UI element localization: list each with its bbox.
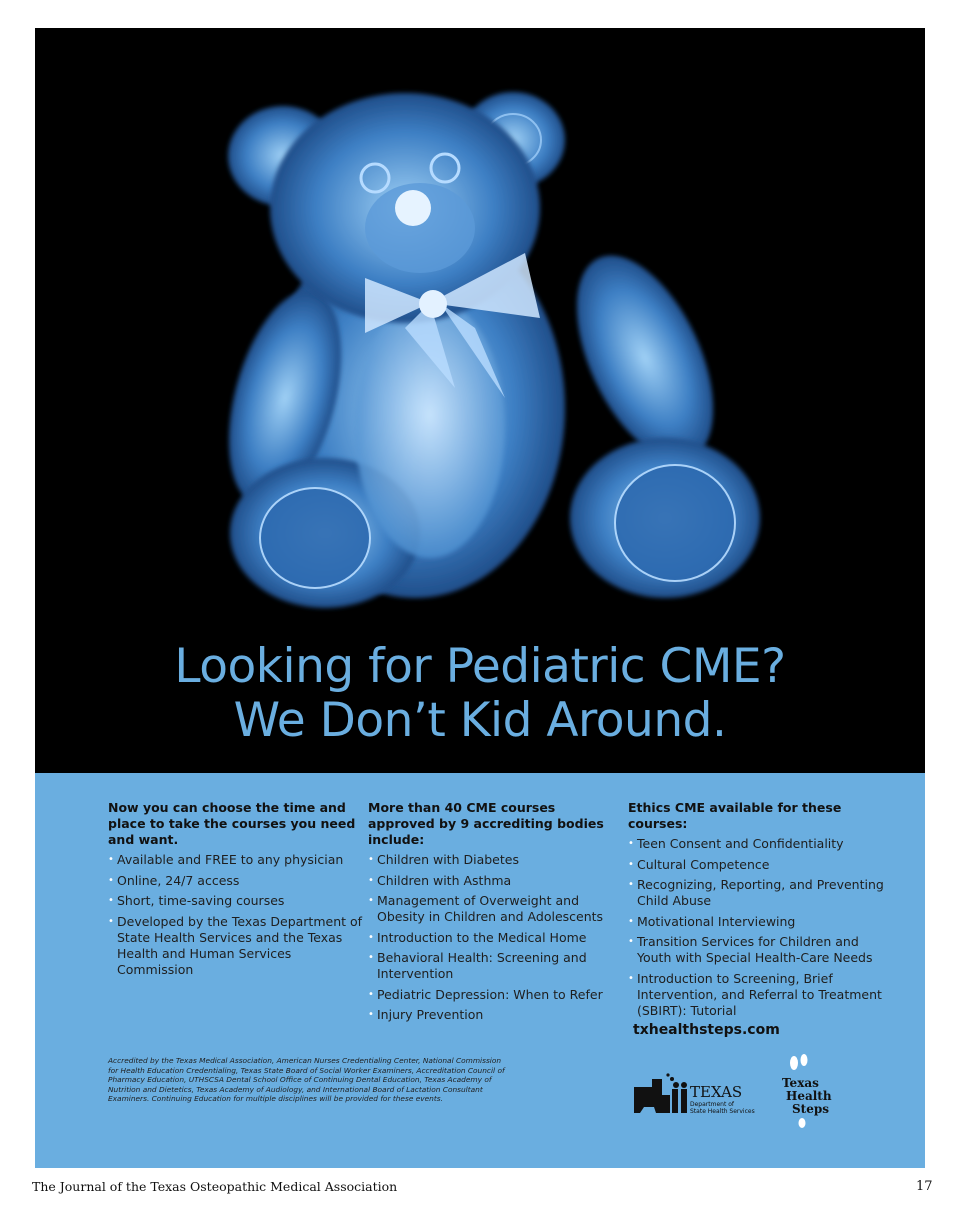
page-number: 17 xyxy=(916,1179,933,1194)
texas-dshs-logo xyxy=(632,1073,767,1121)
list-item: • Recognizing, Reporting, and Preventing Child Abuse xyxy=(628,877,888,909)
list-item: • Introduction to the Medical Home xyxy=(368,930,623,946)
benefits-heading: Now you can choose the time and place to take the courses you need and want. xyxy=(108,800,356,847)
list-item: • Management of Overweight and Obesity in Children and Adolescents xyxy=(368,893,623,925)
dshs-logo-name: TEXAS xyxy=(690,1083,743,1101)
headline-line-2: We Don’t Kid Around. xyxy=(233,693,727,748)
benefits-list xyxy=(108,852,363,978)
journal-footer: The Journal of the Texas Osteopathic Medical Association xyxy=(32,1179,398,1194)
texas-health-steps-logo xyxy=(780,1053,840,1128)
ths-logo-line-1: Texas xyxy=(782,1076,819,1090)
courses-column xyxy=(368,800,623,1028)
headline xyxy=(35,640,925,748)
ethics-list xyxy=(628,836,888,1019)
courses-heading: More than 40 CME courses approved by 9 accrediting bodies include: xyxy=(368,800,604,847)
list-item: • Introduction to Screening, Brief Intervention, and Referral to Treatment (SBIRT): Tutorial xyxy=(628,971,888,1019)
ethics-heading: Ethics CME available for these courses: xyxy=(628,800,842,831)
list-item: • Cultural Competence xyxy=(628,857,888,873)
accreditation-fineprint: Accredited by the Texas Medical Association, American Nurses Credentialing Center, National Commission for Health Education Credentialing, Texas State Board of Social Worker Examiners, Accreditation Council of Pharmacy Education, UTHSCSA Dental School Office of Continuing Dental Education, Texas Academy of Nutrition and Dietetics, Texas Academy of Audiology, and International Board of Lactation Consultant Examiners. Continuing Education for multiple disciplines will be provided for these events. xyxy=(108,1056,505,1104)
list-item: • Transition Services for Children and Youth with Special Health-Care Needs xyxy=(628,934,888,966)
list-item: • Online, 24/7 access xyxy=(108,873,363,889)
list-item: • Available and FREE to any physician xyxy=(108,852,363,868)
list-item: • Injury Prevention xyxy=(368,1007,623,1023)
courses-list xyxy=(368,852,623,1023)
ths-logo-line-3: Steps xyxy=(792,1102,829,1116)
list-item: • Children with Diabetes xyxy=(368,852,623,868)
list-item: • Motivational Interviewing xyxy=(628,914,888,930)
ths-logo-line-2: Health xyxy=(786,1089,832,1103)
website-url: txhealthsteps.com xyxy=(633,1022,780,1038)
list-item: • Behavioral Health: Screening and Intervention xyxy=(368,950,623,982)
list-item: • Teen Consent and Confidentiality xyxy=(628,836,888,852)
dshs-logo-line-1: Department of xyxy=(690,1101,734,1108)
hero-image-xray-teddy-bear xyxy=(35,28,925,773)
advertisement xyxy=(35,28,925,1168)
ethics-column xyxy=(628,800,888,1023)
benefits-column xyxy=(108,800,363,982)
list-item: • Pediatric Depression: When to Refer xyxy=(368,987,623,1003)
list-item: • Short, time-saving courses xyxy=(108,893,363,909)
list-item: • Children with Asthma xyxy=(368,873,623,889)
dshs-logo-line-2: State Health Services xyxy=(690,1108,755,1115)
list-item: • Developed by the Texas Department of State Health Services and the Texas Health and Human Services Commission xyxy=(108,914,363,978)
info-panel xyxy=(35,773,925,1168)
headline-line-1: Looking for Pediatric CME? xyxy=(174,639,786,694)
